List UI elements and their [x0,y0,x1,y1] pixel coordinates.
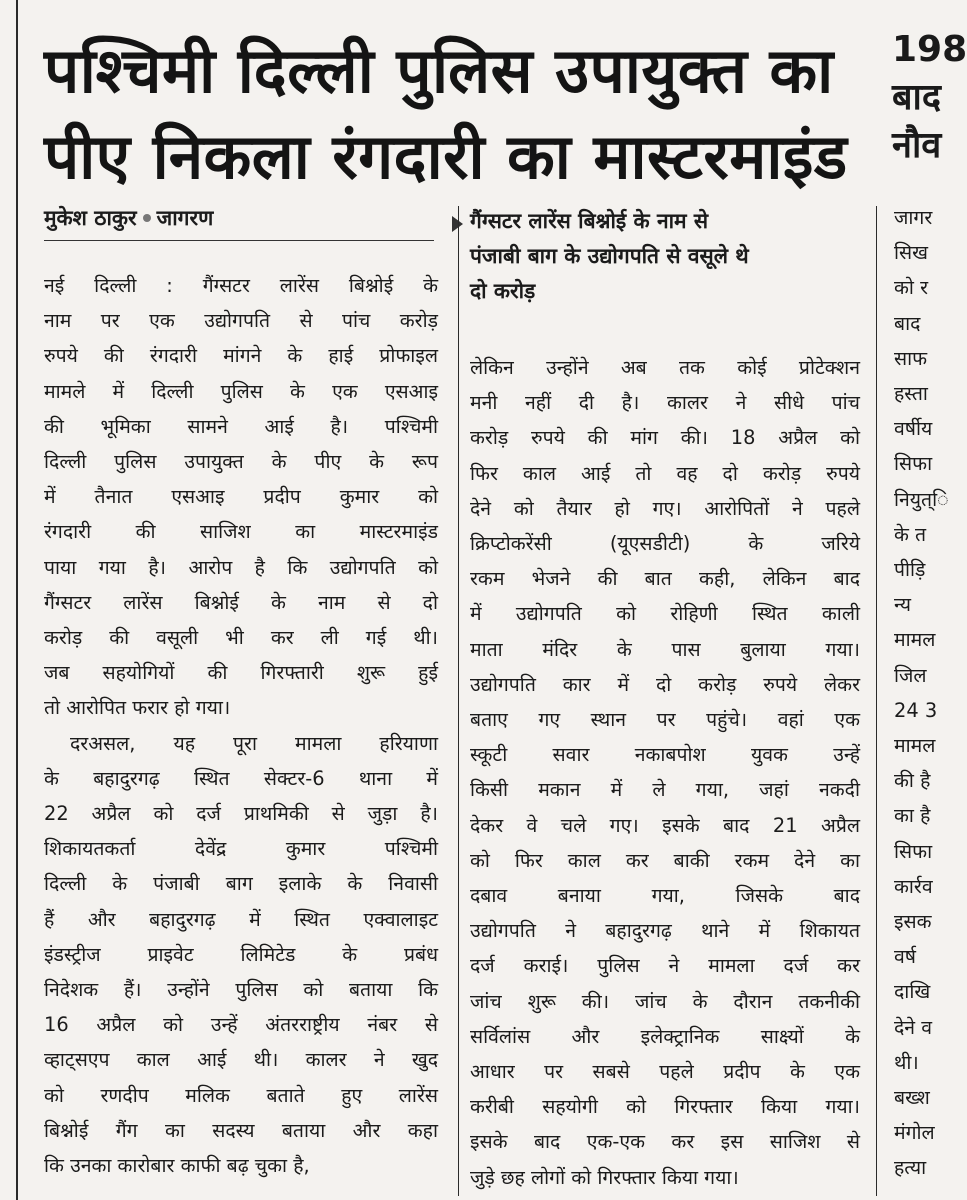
col1-line: नई दिल्ली : गैंग्सटर लारेंस बिश्नोई के [44,274,438,297]
pullquote-lines [470,204,860,309]
col1-line: हैं और बहादुरगढ़ में स्थित एक्वालाइट [44,907,438,931]
adjacent-headline-line: बाद [892,77,941,118]
adjacent-body-line: पीड़ि [894,558,926,582]
adjacent-body-line: बाद [894,311,921,335]
adjacent-body-line: मामल [894,628,936,652]
col1-line: बिश्नोई गैंग का सदस्य बताया और कहा [44,1118,438,1142]
adjacent-body-line: मंगोल [894,1121,935,1145]
col1-line: इंडस्ट्रीज प्राइवेट लिमिटेड के प्रबंध [44,942,438,966]
col2-line: देने को तैयार हो गए। आरोपितों ने पहले [470,496,860,520]
col2-line: मनी नहीं दी है। कालर ने सीधे पांच [470,391,860,415]
col1-line: 22 अप्रैल को दर्ज प्राथमिकी से जुड़ा है। [44,802,438,826]
col1-line: की भूमिका सामने आई है। पश्चिमी [44,414,438,438]
adjacent-body-line: साफ [894,346,928,370]
col2-line: दर्ज कराई। पुलिस ने मामला दर्ज कर [470,954,860,978]
adjacent-body-line: जिल [894,663,927,687]
col1-line: रंगदारी की साजिश का मास्टरमाइंड [44,520,438,544]
col2-line: इसके बाद एक-एक कर इस साजिश से [470,1130,860,1154]
pullquote-line: पंजाबी बाग के उद्योगपति से वसूले थे [470,244,749,268]
adjacent-body-line: न्य [894,593,911,617]
col2-line: लेकिन उन्होंने अब तक कोई प्रोटेक्शन [470,356,860,379]
bullet-icon [143,214,151,222]
col2-line: उद्योगपति कार में दो करोड़ रुपये लेकर [470,672,860,696]
col2-line: देकर वे चले गए। इसके बाद 21 अप्रैल [470,813,860,837]
adjacent-body-line: सिफा [894,839,933,863]
col1-line: को रणदीप मलिक बताते हुए लारेंस [44,1083,438,1107]
adjacent-body-line: थी। [894,1050,919,1074]
col1-line: गैंग्सटर लारेंस बिश्नोई के नाम से दो [44,590,438,614]
adjacent-body [894,200,949,1186]
col2-line: जुड़े छह लोगों को गिरफ्तार किया गया। [470,1165,739,1189]
adjacent-body-line: को र [894,276,929,300]
col1-line: 16 अप्रैल को उन्हें अंतरराष्ट्रीय नंबर से [44,1013,438,1037]
article-column-2 [470,350,860,1195]
byline [44,204,213,232]
col1-line: जब सहयोगियों की गिरफ्तारी शुरू हुई [44,661,438,685]
col2-line: रकम भेजने की बात कही, लेकिन बाद [470,567,860,591]
col1-line: व्हाट्सएप काल आई थी। कालर ने खुद [44,1048,438,1072]
adjacent-body-line: इसक [894,910,932,934]
col2-line: सर्विलांस और इलेक्ट्रानिक साक्ष्यों के [470,1024,860,1048]
byline-author: मुकेश ठाकुर [44,206,137,230]
col1-line: के बहादुरगढ़ स्थित सेक्टर-6 थाना में [44,766,438,790]
col1-line: नाम पर एक उद्योगपति से पांच करोड़ [44,309,438,333]
col1-line: में तैनात एसआइ प्रदीप कुमार को [44,485,438,509]
column-divider-2 [876,206,877,1196]
adjacent-article [886,0,967,1200]
col1-line: निदेशक हैं। उन्होंने पुलिस को बताया कि [44,978,438,1002]
adjacent-headline-line: नौव [892,125,942,166]
adjacent-body-line: के त [894,522,927,546]
adjacent-body-line: का है [894,804,931,828]
col1-line: मामले में दिल्ली पुलिस के एक एसआइ [44,379,438,403]
spacer [44,264,434,265]
adjacent-body-line: हत्या [894,1156,927,1180]
col1-line: कि उनका कारोबार काफी बढ़ चुका है, [44,1154,310,1178]
adjacent-body-line: दाखि [894,980,931,1004]
col2-line: माता मंदिर के पास बुलाया गया। [470,637,860,661]
col2-line: दबाव बनाया गया, जिसके बाद [470,884,860,908]
col1-line: शिकायतकर्ता देवेंद्र कुमार पश्चिमी [44,837,438,861]
col2-line: को फिर काल कर बाकी रकम देने का [470,848,860,872]
adjacent-body-line: मामल [894,734,936,758]
headline-line-1: पश्चिमी दिल्ली पुलिस उपायुक्त का [44,34,834,107]
adjacent-body-line: नियुत्ि [894,487,949,511]
headline [44,28,874,200]
adjacent-body-line: वर्षीय [894,417,933,441]
col1-line: दिल्ली पुलिस उपायुक्त के पीए के रूप [44,450,438,474]
col2-line: किसी मकान में ले गया, जहां नकदी [470,778,860,802]
adjacent-body-line: 24 3 [894,698,938,722]
col1-line: रुपये की रंगदारी मांगने के हाई प्रोफाइल [44,344,438,368]
adjacent-body-line: जागर [894,206,933,229]
adjacent-headline-line: 198 [892,29,967,70]
adjacent-body-line: सिफा [894,452,933,476]
col2-line: फिर काल आई तो वह दो करोड़ रुपये [470,461,860,485]
pullquote [470,204,860,309]
adjacent-body-line: देने व [894,1015,933,1039]
col1-line: करोड़ की वसूली भी कर ली गई थी। [44,626,438,650]
col2-line: उद्योगपति ने बहादुरगढ़ थाने में शिकायत [470,919,860,943]
col2-line: बताए गए स्थान पर पहुंचे। वहां एक [470,708,860,732]
pullquote-line: गैंग्सटर लारेंस बिश्नोई के नाम से [470,209,709,233]
adjacent-body-line: की है [894,769,931,793]
adjacent-body-line: वर्ष [894,945,916,969]
byline-rule [44,240,434,241]
adjacent-body-line: बख्श [894,1086,930,1110]
col1-line: पाया गया है। आरोप है कि उद्योगपति को [44,555,438,579]
column-divider-1 [458,206,459,1196]
col1-line: दिल्ली के पंजाबी बाग इलाके के निवासी [44,872,438,896]
col1-line: दरअसल, यह पूरा मामला हरियाणा [70,731,438,755]
col2-line: क्रिप्टोकरेंसी (यूएसडीटी) के जरिये [470,532,860,556]
pullquote-line: दो करोड़ [470,279,536,303]
col2-line: करोड़ रुपये की मांग की। 18 अप्रैल को [470,426,860,450]
col2-line: में उद्योगपति को रोहिणी स्थित काली [470,602,860,626]
adjacent-body-line: हस्ता [894,382,928,406]
byline-source: जागरण [156,206,214,230]
adjacent-body-line: कार्रव [894,874,933,898]
col2-line: आधार पर सबसे पहले प्रदीप के एक [470,1060,860,1084]
col1-line: तो आरोपित फरार हो गया। [44,696,231,720]
article-column-1 [44,268,438,1183]
page-edge [16,0,18,1200]
col2-line: जांच शुरू की। जांच के दौरान तकनीकी [470,989,860,1013]
col2-line: करीबी सहयोगी को गिरफ्तार किया गया। [470,1095,860,1119]
adjacent-body-line: सिख [894,241,928,265]
col2-line: स्कूटी सवार नकाबपोश युवक उन्हें [470,743,860,767]
headline-line-2: पीए निकला रंगदारी का मास्टरमाइंड [44,120,848,193]
adjacent-headline [892,26,967,170]
